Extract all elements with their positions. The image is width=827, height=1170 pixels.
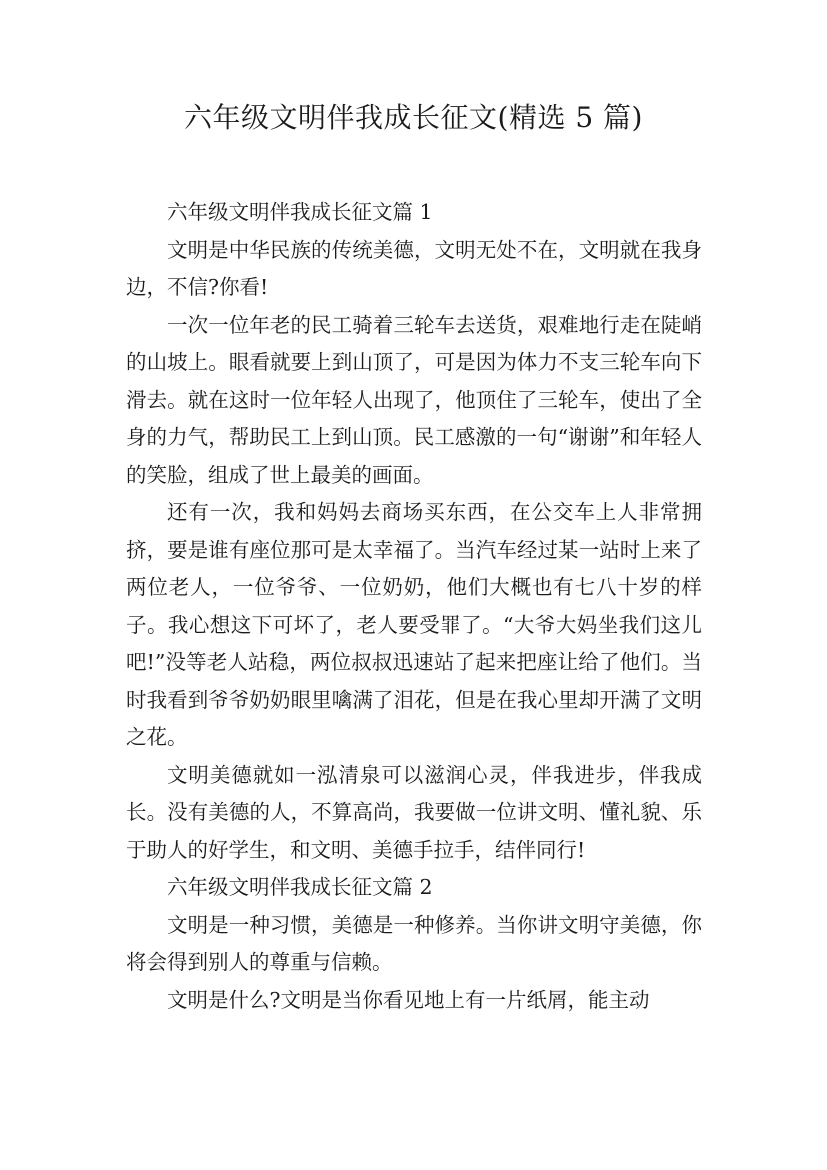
paragraph: 还有一次，我和妈妈去商场买东西，在公交车上人非常拥挤，要是谁有座位那可是太幸福了。当汽车经过某一站时上来了两位老人，一位爷爷、一位奶奶，他们大概也有七八十岁的样子。我心想这下可坏了，老人要受罪了。“大爷大妈坐我们这儿吧!”没等老人站稳，两位叔叔迅速站了起来把座让给了他们。当时我看到爷爷奶奶眼里噙满了泪花，但是在我心里却开满了文明之花。	[126, 500, 702, 749]
paragraph: 文明是什么?文明是当你看见地上有一片纸屑，能主动	[167, 987, 650, 1012]
section-heading: 六年级文明伴我成长征文篇 2	[167, 875, 433, 899]
document-title: 六年级文明伴我成长征文(精选 5 篇)	[184, 101, 643, 134]
paragraph: 文明美德就如一泓清泉可以滋润心灵，伴我进步，伴我成长。没有美德的人，不算高尚，我要做一位讲文明、懂礼貌、乐于助人的好学生，和文明、美德手拉手，结伴同行!	[126, 762, 702, 862]
paragraph: 一次一位年老的民工骑着三轮车去送货，艰难地行走在陡峭的山坡上。眼看就要上到山顶了，可是因为体力不支三轮车向下滑去。就在这时一位年轻人出现了，他顶住了三轮车，使出了全身的力气，帮助民工上到山顶。民工感激的一句“谢谢”和年轻人的笑脸，组成了世上最美的画面。	[126, 312, 702, 487]
document-body	[126, 194, 702, 1019]
paragraph: 文明是中华民族的传统美德，文明无处不在，文明就在我身边，不信?你看!	[126, 237, 702, 299]
paragraph: 文明是一种习惯，美德是一种修养。当你讲文明守美德，你将会得到别人的尊重与信赖。	[126, 912, 702, 974]
section-heading: 六年级文明伴我成长征文篇 1	[167, 200, 433, 224]
